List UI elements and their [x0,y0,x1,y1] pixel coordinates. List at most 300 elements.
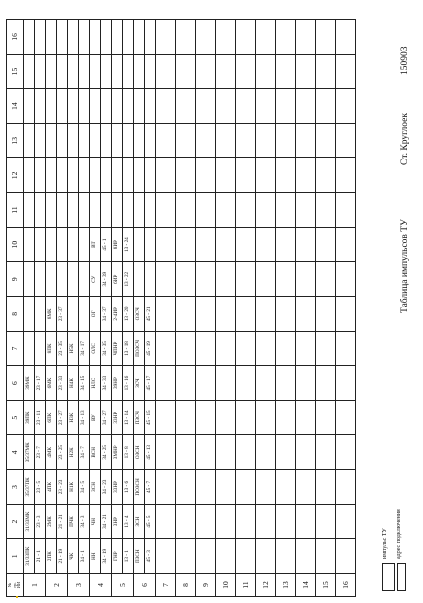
impulse-cell [68,297,79,332]
address-cell: 23 - 3 [35,504,46,539]
impulse-cell [24,193,35,228]
empty-cell [336,193,356,228]
impulse-cell [46,123,57,158]
legend-item-impulse: импульс ТУ [382,528,388,559]
address-cell: 23 - 33 [57,366,68,401]
impulse-cell [24,20,35,55]
empty-cell [296,193,316,228]
empty-cell [276,435,296,470]
address-cell [79,20,90,55]
legend-swatch-bottom [397,563,406,591]
impulse-cell: НЛС [90,366,101,401]
address-cell [145,193,156,228]
table-row [123,20,134,597]
empty-cell [176,470,196,505]
column-header: 6 [7,366,24,401]
address-cell: 45 - 13 [145,435,156,470]
address-cell [123,158,134,193]
row-number: 3 [68,574,90,597]
empty-cell [176,400,196,435]
impulse-cell [24,89,35,124]
empty-cell [236,227,256,262]
empty-cell [196,331,216,366]
empty-cell [176,20,196,55]
address-cell [79,158,90,193]
address-cell [57,123,68,158]
empty-cell [176,504,196,539]
impulse-cell [46,54,57,89]
address-cell [35,297,46,332]
impulse-cell [90,193,101,228]
empty-cell [236,470,256,505]
empty-cell [276,539,296,574]
impulse-cell: НН [90,539,101,574]
empty-cell [336,262,356,297]
empty-cell [276,504,296,539]
empty-cell [336,227,356,262]
address-cell: 45 - 1 [101,227,112,262]
empty-cell [156,158,176,193]
impulse-cell: 39НР [112,366,123,401]
empty-cell [256,227,276,262]
column-header: 1 [7,539,24,574]
row-number: 2 [46,574,68,597]
empty-cell [176,366,196,401]
address-cell: 45 - 19 [145,331,156,366]
impulse-cell: ВСН [90,435,101,470]
empty-cell [176,158,196,193]
impulse-cell [24,123,35,158]
impulse-cell [24,331,35,366]
impulse-cell [68,158,79,193]
impulse-cell: 39ПК [24,400,35,435]
address-cell [79,193,90,228]
impulse-cell: 3МНР [112,435,123,470]
impulse-cell: ЗСН [90,470,101,505]
impulse-cell: ПОЗСЧ [134,331,145,366]
empty-cell [336,470,356,505]
empty-cell [336,400,356,435]
empty-cell [236,123,256,158]
empty-cell [156,366,176,401]
table-row [156,20,176,597]
empty-cell [236,539,256,574]
address-cell: 21 - 1 [35,539,46,574]
empty-cell [216,504,236,539]
row-number: 11 [236,574,256,597]
table-row [46,20,57,597]
empty-cell [276,193,296,228]
impulse-cell [46,89,57,124]
empty-cell [296,158,316,193]
address-cell: 13 - 24 [123,227,134,262]
empty-cell [256,331,276,366]
empty-cell [216,123,236,158]
corner-cell [7,574,24,597]
address-cell: 21 - 21 [57,504,68,539]
impulse-cell [68,20,79,55]
empty-cell [196,297,216,332]
address-cell [35,89,46,124]
impulse-cell: ОЗСН [134,435,145,470]
empty-cell [316,331,336,366]
impulse-cell: ОГ [90,297,101,332]
impulse-cell: Н2К [68,435,79,470]
impulse-cell [46,20,57,55]
impulse-cell: 6МК [46,366,57,401]
impulse-cell [46,158,57,193]
impulse-cell: Н1К [68,470,79,505]
empty-cell [156,20,176,55]
empty-cell [276,20,296,55]
address-cell: 13 - 1 [123,539,134,574]
empty-cell [216,54,236,89]
table-row [256,20,276,597]
empty-cell [276,158,296,193]
row-number: 13 [276,574,296,597]
empty-cell [296,123,316,158]
address-cell: 21 - 19 [57,539,68,574]
empty-cell [196,227,216,262]
address-cell [57,89,68,124]
table-header [7,20,24,597]
empty-cell [196,262,216,297]
empty-cell [316,470,336,505]
corner-mark [16,596,18,598]
address-cell: 13 - 6 [123,470,134,505]
empty-cell [296,54,316,89]
table-row [196,20,216,597]
empty-cell [176,193,196,228]
empty-cell [236,262,256,297]
address-cell: 23 - 37 [57,297,68,332]
address-cell: 23 - 23 [57,470,68,505]
column-header: 2 [7,504,24,539]
empty-cell [256,262,276,297]
impulse-cell: 6ПК [46,400,57,435]
table-row [134,20,145,597]
impulse-cell: Н4К [68,366,79,401]
empty-cell [316,400,336,435]
row-number: 6 [134,574,156,597]
address-cell: 45 - 15 [145,400,156,435]
impulse-cell [24,158,35,193]
address-cell [35,54,46,89]
impulse-cell [24,227,35,262]
empty-cell [176,435,196,470]
empty-cell [176,89,196,124]
impulse-cell [90,123,101,158]
empty-cell [236,366,256,401]
empty-cell [236,193,256,228]
row-number: 7 [156,574,176,597]
address-cell: 45 - 5 [145,504,156,539]
address-cell [145,89,156,124]
empty-cell [276,400,296,435]
table-row [24,20,35,597]
column-header: 8 [7,297,24,332]
empty-cell [296,297,316,332]
address-cell [35,20,46,55]
empty-cell [316,123,336,158]
impulse-cell [46,262,57,297]
address-cell [57,227,68,262]
address-cell: 45 - 21 [145,297,156,332]
empty-cell [196,539,216,574]
address-cell [145,158,156,193]
empty-cell [336,504,356,539]
address-cell [57,54,68,89]
impulse-cell: ГНР [112,539,123,574]
empty-cell [176,297,196,332]
empty-cell [316,227,336,262]
address-cell: 45 - 7 [145,470,156,505]
impulse-cell: 39МК [24,366,35,401]
empty-cell [156,89,176,124]
impulse-cell [112,158,123,193]
empty-cell [216,89,236,124]
address-cell [79,123,90,158]
impulse-cell [134,89,145,124]
impulse-cell: 31/33ПК [24,539,35,574]
empty-cell [156,539,176,574]
empty-cell [236,504,256,539]
empty-cell [176,331,196,366]
impulse-cell [90,20,101,55]
legend-swatch [382,563,395,591]
address-cell: 23 - 17 [35,366,46,401]
empty-cell [316,89,336,124]
column-header: 14 [7,89,24,124]
address-cell [35,193,46,228]
row-number: 12 [256,574,276,597]
empty-cell [196,123,216,158]
address-cell: 23 - 5 [35,470,46,505]
empty-cell [216,539,236,574]
empty-cell [176,123,196,158]
address-cell [35,158,46,193]
impulse-cell: ПЗСЧ [134,400,145,435]
empty-cell [256,54,276,89]
impulse-cell: ВУ [90,400,101,435]
document-title: Таблица импульсов ТУ [400,219,410,313]
empty-cell [196,366,216,401]
address-cell: 34 - 19 [101,539,112,574]
table-row [216,20,236,597]
empty-cell [276,123,296,158]
empty-cell [296,20,316,55]
table-row [176,20,196,597]
address-cell: 13 - 16 [123,366,134,401]
impulse-cell [134,193,145,228]
address-cell: 34 - 5 [79,470,90,505]
address-cell [57,262,68,297]
empty-cell [276,262,296,297]
empty-cell [336,158,356,193]
empty-cell [256,89,276,124]
address-cell: 34 - 15 [79,366,90,401]
empty-cell [256,400,276,435]
address-cell: 34 - 1 [79,539,90,574]
impulse-cell: 4МК [46,435,57,470]
empty-cell [336,20,356,55]
table-row [316,20,336,597]
impulse-cell [112,54,123,89]
address-cell [57,20,68,55]
table-body [24,20,356,597]
empty-cell [316,193,336,228]
address-cell [101,89,112,124]
impulse-cell: 6ИР [112,262,123,297]
column-header: 15 [7,54,24,89]
impulse-cell: 33НР [112,400,123,435]
empty-cell [336,366,356,401]
empty-cell [256,470,276,505]
impulse-table [6,19,356,597]
empty-cell [316,262,336,297]
empty-cell [176,227,196,262]
impulse-cell: ЧПНР [112,331,123,366]
address-cell [35,123,46,158]
impulse-cell [134,158,145,193]
empty-cell [336,331,356,366]
empty-cell [176,54,196,89]
empty-cell [256,366,276,401]
impulse-cell: СУ [90,262,101,297]
empty-cell [216,366,236,401]
address-cell: 34 - 21 [101,504,112,539]
table-row [101,20,112,597]
empty-cell [316,158,336,193]
row-number: 10 [216,574,236,597]
address-cell: 34 - 17 [79,331,90,366]
empty-cell [156,193,176,228]
document-code: 150903 [400,46,410,75]
address-cell: 34 - 3 [79,504,90,539]
address-cell: 34 - 25 [101,435,112,470]
empty-cell [276,331,296,366]
empty-cell [216,158,236,193]
column-header: 16 [7,20,24,55]
corner-label-group: гр. [11,582,17,588]
row-number: 9 [196,574,216,597]
address-cell: 45 - 17 [145,366,156,401]
empty-cell [296,331,316,366]
impulse-cell: 35/37ПК [24,470,35,505]
empty-cell [196,54,216,89]
table-row [336,20,356,597]
impulse-cell: 8ПК [46,331,57,366]
empty-cell [296,366,316,401]
empty-cell [196,89,216,124]
table-row [276,20,296,597]
empty-cell [316,297,336,332]
impulse-cell [46,227,57,262]
empty-cell [296,89,316,124]
address-cell [79,227,90,262]
address-cell [145,20,156,55]
empty-cell [296,435,316,470]
empty-cell [236,54,256,89]
empty-cell [216,20,236,55]
table-row [57,20,68,597]
address-cell: 34 - 37 [101,297,112,332]
impulse-cell: 8МК [46,297,57,332]
impulse-cell [112,193,123,228]
address-cell [57,158,68,193]
address-cell: 13 - 22 [123,262,134,297]
header-row [7,20,24,597]
address-cell [145,54,156,89]
address-cell: 13 - 20 [123,297,134,332]
empty-cell [156,504,176,539]
empty-cell [316,504,336,539]
empty-cell [256,297,276,332]
impulse-cell [24,262,35,297]
empty-cell [156,435,176,470]
address-cell: 34 - 13 [79,400,90,435]
impulse-cell: 31/33МК [24,504,35,539]
address-cell [35,227,46,262]
empty-cell [256,435,276,470]
impulse-cell: ПОЗСН [134,470,145,505]
address-cell [79,54,90,89]
empty-cell [156,227,176,262]
empty-cell [156,400,176,435]
empty-cell [216,262,236,297]
column-header: 12 [7,158,24,193]
address-cell [79,262,90,297]
address-cell [101,54,112,89]
impulse-cell [134,20,145,55]
address-cell [123,54,134,89]
address-cell: 23 - 27 [57,400,68,435]
empty-cell [216,435,236,470]
address-cell [145,262,156,297]
impulse-cell: 3НР [112,504,123,539]
address-cell [101,123,112,158]
empty-cell [336,123,356,158]
impulse-cell [68,227,79,262]
empty-cell [196,193,216,228]
empty-cell [156,331,176,366]
impulse-cell: 2-4ИР [112,297,123,332]
address-cell: 13 - 4 [123,504,134,539]
address-cell [123,193,134,228]
empty-cell [296,227,316,262]
corner-label-ii: ИИ [16,581,22,589]
empty-cell [276,54,296,89]
impulse-cell [134,227,145,262]
address-cell: 13 - 8 [123,435,134,470]
impulse-cell [68,123,79,158]
impulse-cell [90,158,101,193]
empty-cell [156,123,176,158]
table-row [236,20,256,597]
impulse-cell [46,193,57,228]
address-cell: 23 - 11 [35,400,46,435]
impulse-cell: Н3К [68,400,79,435]
row-number: 8 [176,574,196,597]
empty-cell [236,297,256,332]
address-cell: 34 - 23 [101,470,112,505]
impulse-cell: ЗСН [134,504,145,539]
table-row [145,20,156,597]
empty-cell [256,123,276,158]
impulse-cell: 35/37МК [24,435,35,470]
column-header: 7 [7,331,24,366]
empty-cell [296,470,316,505]
